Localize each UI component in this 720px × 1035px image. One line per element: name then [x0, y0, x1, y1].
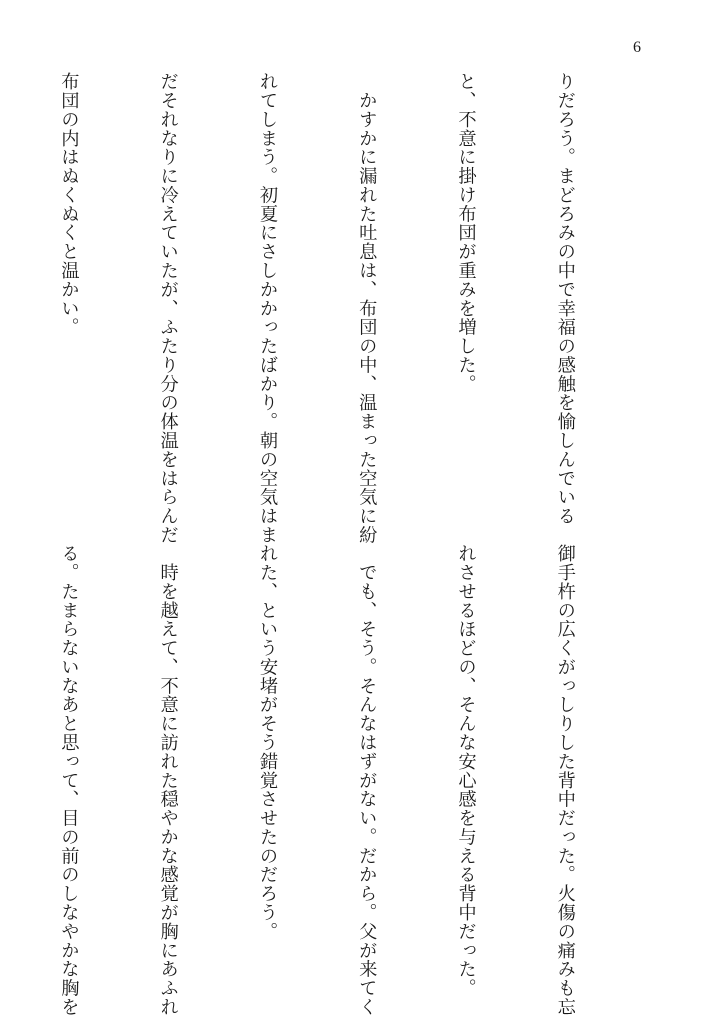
text-line: れさせるほどの、そんな安心感を与える背中だった。: [455, 544, 477, 998]
text-line: かすかに漏れた吐息は、布団の中、温まった空気に紛: [356, 72, 378, 545]
text-line: 御手杵の広くがっしりした背中だった。火傷の痛みも忘: [554, 544, 576, 1017]
page-number: 6: [633, 39, 641, 56]
text-line: れた、という安堵がそう錯覚させたのだろう。: [256, 544, 278, 941]
text-line: でも、そう。そんなはずがない。だから。父が来てく: [356, 544, 378, 1017]
text-line: りだろう。まどろみの中で幸福の感触を愉しんでいる: [554, 72, 576, 526]
text-line: 時を越えて、不意に訪れた穏やかな感覚が胸にあふれ: [157, 544, 179, 1017]
text-line: れてしまう。初夏にさしかかったばかり。朝の空気はま: [256, 72, 278, 545]
text-line: る。たまらないなあと思って、目の前のしなやかな胸を: [58, 544, 80, 1017]
text-line: 布団の内はぬくぬくと温かい。: [58, 72, 80, 337]
text-line: と、不意に掛け布団が重みを増した。: [455, 72, 477, 394]
text-block-lower: [58, 544, 648, 1017]
text-line: だそれなりに冷えていたが、ふたり分の体温をはらんだ: [157, 72, 179, 545]
text-block-upper: [58, 72, 648, 545]
